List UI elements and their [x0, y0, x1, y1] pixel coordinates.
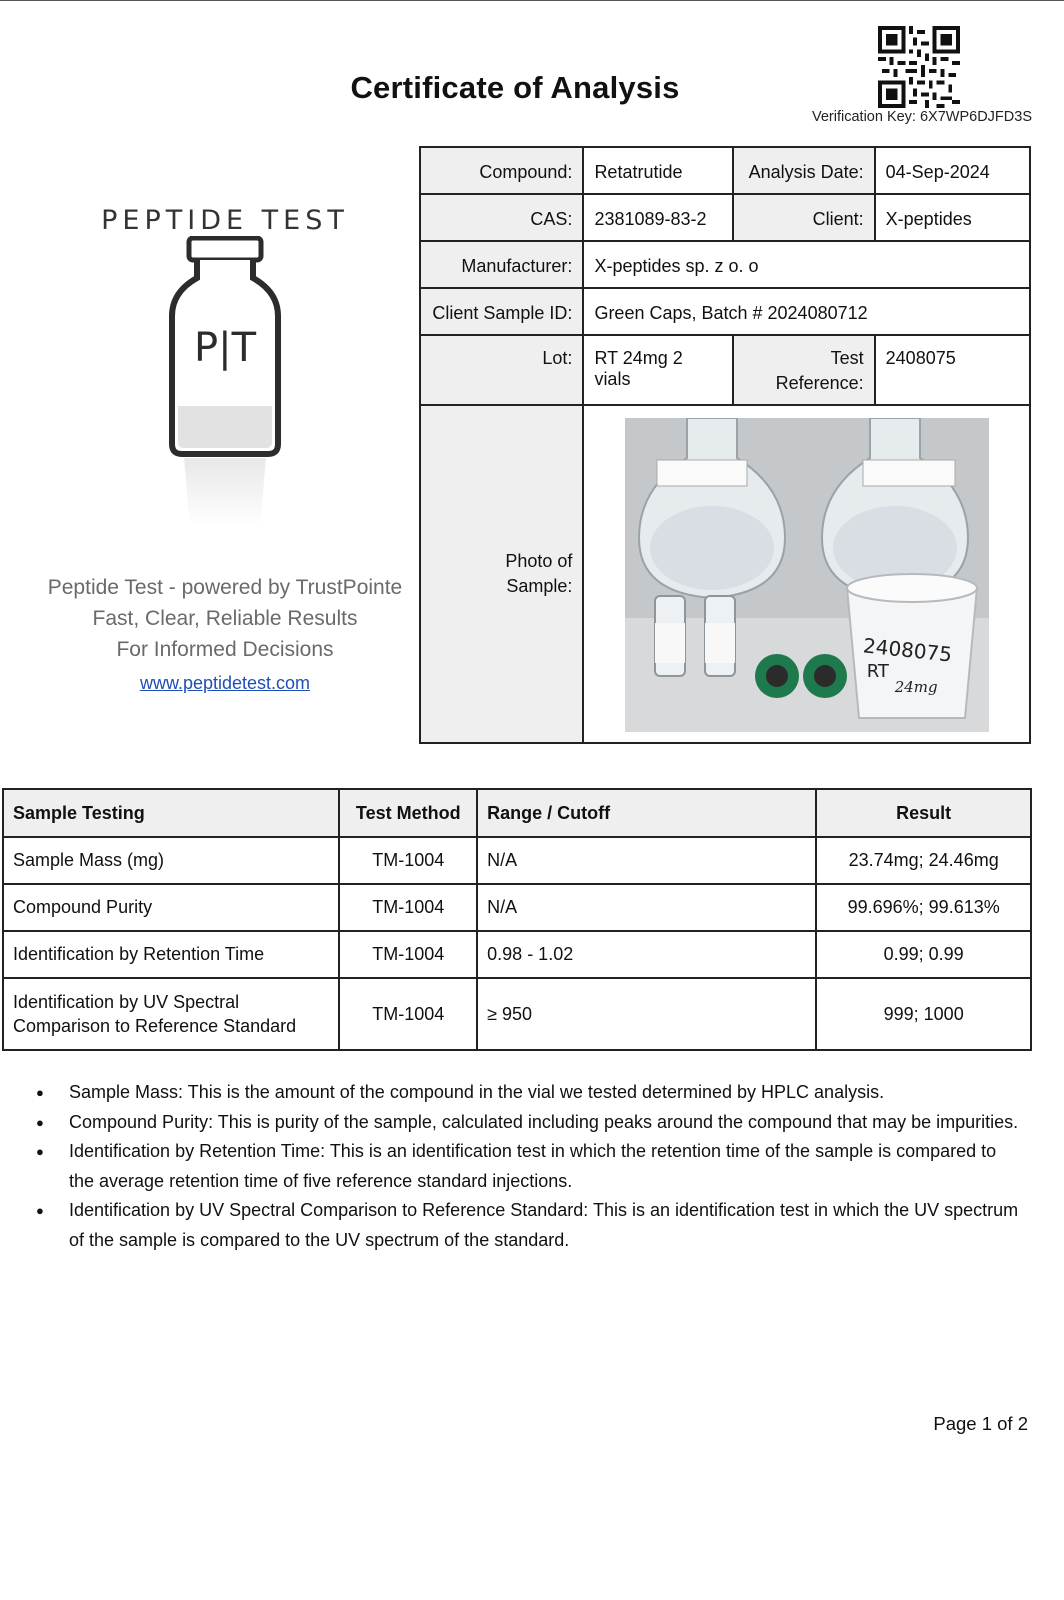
website-link[interactable]: www.peptidetest.com: [139, 673, 311, 693]
cell-method: TM-1004: [339, 837, 477, 884]
bottle-letters: P|T: [193, 325, 257, 371]
sample-info-table: [419, 146, 1031, 744]
col-header-range: Range / Cutoff: [477, 789, 816, 837]
manufacturer-label: Manufacturer:: [420, 241, 583, 288]
table-row: [3, 931, 1031, 978]
page-title: Certificate of Analysis: [350, 70, 680, 105]
cell-result: 23.74mg; 24.46mg: [816, 837, 1031, 884]
test-reference-label-line: Test: [830, 348, 864, 368]
client-label: Client:: [733, 194, 875, 241]
cas-value: 2381089-83-2: [583, 194, 733, 241]
lot-value: RT 24mg 2 vials: [583, 335, 733, 405]
cell-method: TM-1004: [339, 884, 477, 931]
client-value: X-peptides: [875, 194, 1030, 241]
sample-photo: [625, 418, 989, 732]
photo-label-line: Sample:: [506, 576, 573, 596]
cell-test: Compound Purity: [3, 884, 339, 931]
cell-method: TM-1004: [339, 978, 477, 1050]
tagline-line: Peptide Test - powered by TrustPointe: [47, 576, 403, 599]
test-reference-label-line: Reference:: [775, 373, 864, 393]
cell-range: ≥ 950: [477, 978, 816, 1050]
cell-method: TM-1004: [339, 931, 477, 978]
cell-test-line: Comparison to Reference Standard: [13, 1016, 297, 1036]
cell-range: 0.98 - 1.02: [477, 931, 816, 978]
top-border-line: [0, 0, 1064, 1]
cell-range: N/A: [477, 884, 816, 931]
logo-wordmark: PEPTIDE TEST: [101, 205, 349, 236]
manufacturer-value: X-peptides sp. z o. o: [583, 241, 1030, 288]
photo-label: [420, 405, 583, 743]
photo-cell: [583, 405, 1030, 743]
cell-test-line: Identification by UV Spectral: [13, 992, 240, 1012]
table-row: [3, 978, 1031, 1050]
cell-result: 0.99; 0.99: [816, 931, 1031, 978]
photo-label-line: Photo of: [505, 551, 573, 571]
analysis-date-label: Analysis Date:: [733, 147, 875, 194]
client-sample-id-label: Client Sample ID:: [420, 288, 583, 335]
notes-list: [30, 1078, 1020, 1255]
col-header-sample-testing: Sample Testing: [3, 789, 339, 837]
cell-range: N/A: [477, 837, 816, 884]
cas-label: CAS:: [420, 194, 583, 241]
verification-key: Verification Key: 6X7WP6DJFD3S: [811, 109, 1032, 125]
client-sample-id-value: Green Caps, Batch # 2024080712: [583, 288, 1030, 335]
compound-value: Retatrutide: [583, 147, 733, 194]
results-table: [2, 788, 1032, 1051]
test-reference-value: 2408075: [875, 335, 1030, 405]
analysis-date-value: 04-Sep-2024: [875, 147, 1030, 194]
qr-code-icon: [878, 26, 960, 108]
note-item: ● Compound Purity: This is purity of the sample, calculated including peaks around the compound that may be impurities.: [30, 1108, 1020, 1138]
cup-label-line: RT: [866, 661, 889, 682]
col-header-result: Result: [816, 789, 1031, 837]
lot-label: Lot:: [420, 335, 583, 405]
note-item: ● Identification by Retention Time: This is an identification test in which the retention time of the sample is compared to the average retention time of five reference standard injections.: [30, 1137, 1020, 1196]
cell-test: Sample Mass (mg): [3, 837, 339, 884]
cup-label-line: 2408075: [861, 633, 953, 667]
table-row: [3, 837, 1031, 884]
cell-result: 999; 1000: [816, 978, 1031, 1050]
compound-label: Compound:: [420, 147, 583, 194]
cup-label-line: 24mg: [894, 678, 938, 696]
table-row: [3, 884, 1031, 931]
note-item: ● Sample Mass: This is the amount of the compound in the vial we tested determined by HPLC analysis.: [30, 1078, 1020, 1108]
tagline-line: Fast, Clear, Reliable Results: [92, 607, 358, 630]
cell-result: 99.696%; 99.613%: [816, 884, 1031, 931]
tagline-line: For Informed Decisions: [116, 638, 334, 661]
cell-test: [3, 978, 339, 1050]
col-header-test-method: Test Method: [339, 789, 477, 837]
test-reference-label: [733, 335, 875, 405]
logo-tagline: [20, 572, 430, 665]
cell-test: Identification by Retention Time: [3, 931, 339, 978]
note-item: ● Identification by UV Spectral Comparison to Reference Standard: This is an identification test in which the UV spectrum of the sample is compared to the UV spectrum of the standard.: [30, 1196, 1020, 1255]
bottle-logo-icon: [150, 236, 300, 536]
page-number: Page 1 of 2: [933, 1413, 1028, 1434]
